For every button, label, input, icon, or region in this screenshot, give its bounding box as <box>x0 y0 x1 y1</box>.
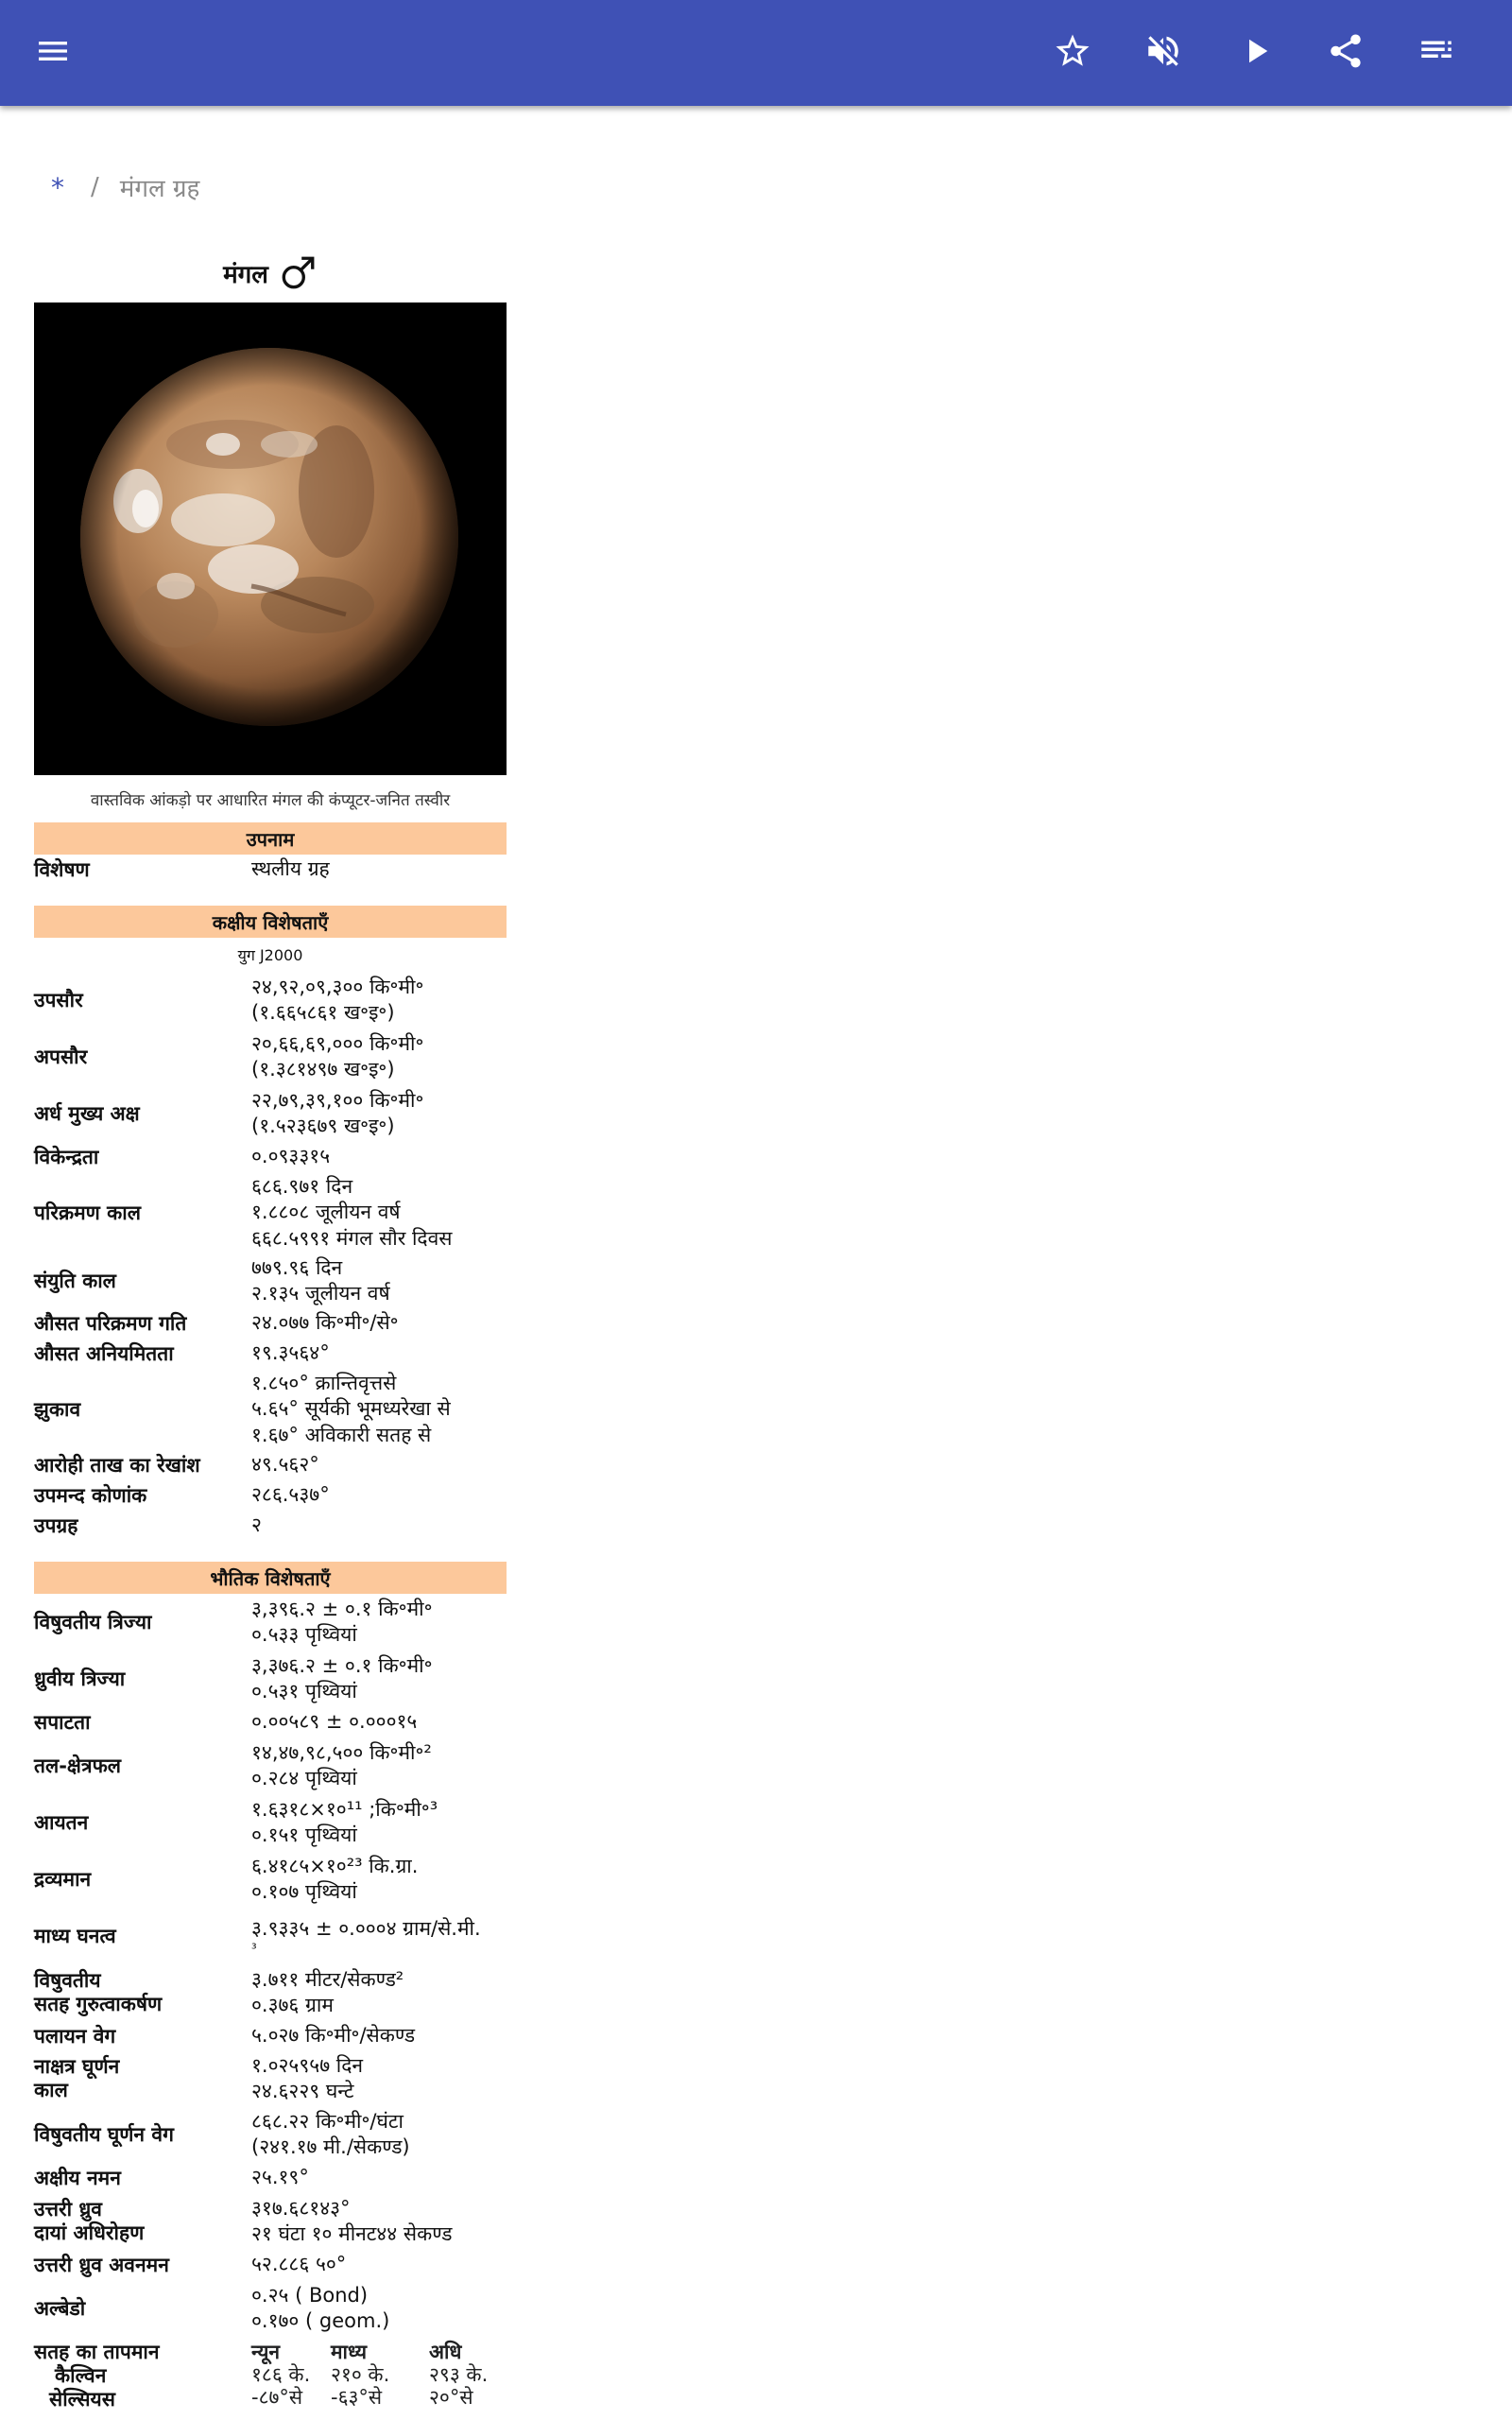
row-label: औसत अनियमितता <box>34 1341 174 1365</box>
breadcrumb-home-link[interactable]: * <box>51 171 64 203</box>
row-label: औसत परिक्रमण गति <box>34 1311 187 1335</box>
section-heading-physical: भौतिक विशेषताएँ <box>34 1562 507 1594</box>
row-value: ३१७.६८१४३° २१ घंटा १० मीनट४४ सेकण्ड <box>251 2196 453 2245</box>
play-icon <box>1236 31 1276 75</box>
row-value: १.८५०° क्रान्तिवृत्तसे ५.६५° सूर्यकी भूमध्यरेखा से १.६७° अविकारी सतह से <box>251 1371 451 1446</box>
row-label: अल्बेडो <box>34 2296 86 2320</box>
infobox-row <box>34 972 507 1028</box>
row-label: उत्तरी ध्रुव दायां अधिरोहण <box>34 2198 145 2244</box>
temperature-sublabel: सेल्सियस <box>49 2388 115 2411</box>
row-value: स्थलीय ग्रह <box>251 857 330 881</box>
row-value: २४.०७७ कि॰मी॰/से॰ <box>251 1311 399 1335</box>
row-label: विशेषण <box>34 857 90 881</box>
mars-planet-image[interactable] <box>34 302 507 775</box>
infobox-row <box>34 2163 507 2193</box>
section-heading-orbital: कक्षीय विशेषताएँ <box>34 906 507 938</box>
row-label: परिक्रमण काल <box>34 1201 141 1224</box>
infobox-row <box>34 2250 507 2280</box>
temperature-value: २१० के. <box>331 2363 390 2386</box>
row-value: २०,६६,६९,००० कि॰मी॰ (१.३८१४९७ ख॰इ॰) <box>251 1031 424 1080</box>
row-label: उपमन्द कोणांक <box>34 1483 147 1507</box>
section-gap <box>34 885 507 906</box>
row-label: अक्षीय नमन <box>34 2166 121 2189</box>
infobox-row <box>34 1851 507 1908</box>
star-outline-icon <box>1053 31 1092 75</box>
row-label: झुकाव <box>34 1397 81 1421</box>
row-value: ५२.८८६ ५०° <box>251 2253 347 2276</box>
breadcrumb <box>51 168 199 206</box>
row-value: १.६३१८×१०¹¹ ;कि॰मी॰³ ०.१५१ पृथ्वियां <box>251 1797 438 1846</box>
row-label: उत्तरी ध्रुव अवनमन <box>34 2253 169 2276</box>
infobox-row <box>34 1369 507 1450</box>
row-label: नाक्षत्र घूर्णन काल <box>34 2055 120 2101</box>
row-label: ध्रुवीय त्रिज्या <box>34 1667 126 1690</box>
row-value: ३.७११ मीटर/सेकण्ड² ०.३७६ ग्राम <box>251 1967 404 2016</box>
infobox-row <box>34 1308 507 1339</box>
infobox-row <box>34 2280 507 2337</box>
temperature-value: २९३ के. <box>429 2363 489 2386</box>
temperature-value: -८७°से <box>251 2386 303 2409</box>
row-value: ३.९३३५ ± ०.०००४ ग्राम/से.मी. ³ <box>251 1917 481 1957</box>
temperature-row <box>34 2337 507 2411</box>
infobox-row <box>34 1480 507 1511</box>
temperature-label: सतह का तापमान कैल्विन सेल्सियस <box>34 2341 251 2411</box>
row-label: विषुवतीय सतह गुरुत्वाकर्षण <box>34 1969 163 2015</box>
infobox-row <box>34 2193 507 2250</box>
temperature-value: -६३°से <box>331 2386 383 2409</box>
share-button[interactable] <box>1317 25 1374 81</box>
infobox-row <box>34 2051 507 2106</box>
infobox-row <box>34 1908 507 1964</box>
infobox-row <box>34 855 507 885</box>
menu-button[interactable] <box>25 25 81 81</box>
volume-off-icon <box>1143 31 1183 75</box>
row-value: ०.०९३३१५ <box>251 1145 331 1168</box>
row-label: विकेन्द्रता <box>34 1145 99 1168</box>
temperature-table <box>251 2341 507 2409</box>
row-value: २ <box>251 1513 262 1537</box>
row-label: उपसौर <box>34 988 83 1011</box>
infobox-row <box>34 1450 507 1480</box>
infobox-row <box>34 1594 507 1651</box>
infobox-row <box>34 1737 507 1794</box>
temperature-value: १८६ के. <box>251 2363 311 2386</box>
row-label: अर्ध मुख्य अक्ष <box>34 1101 140 1125</box>
infobox-row <box>34 1142 507 1172</box>
row-value: २५.१९° <box>251 2166 309 2189</box>
playlist-icon <box>1417 31 1456 75</box>
row-value: ५.०२७ कि॰मी॰/सेकण्ड <box>251 2024 416 2048</box>
row-label: तल-क्षेत्रफल <box>34 1754 122 1777</box>
row-value: ७७९.९६ दिन २.१३५ जूलीयन वर्ष <box>251 1255 390 1305</box>
row-label: आरोही ताख का रेखांश <box>34 1453 200 1477</box>
row-value: ४९.५६२° <box>251 1453 319 1477</box>
mars-symbol-icon <box>278 253 318 293</box>
row-value: १९.३५६४° <box>251 1341 330 1365</box>
row-value: २४,९२,०९,३०० कि॰मी॰ (१.६६५८६१ ख॰इ॰) <box>251 975 424 1024</box>
breadcrumb-separator: / <box>91 173 99 201</box>
infobox-row <box>34 1028 507 1085</box>
row-label: सपाटता <box>34 1710 91 1734</box>
infobox-row <box>34 2021 507 2051</box>
row-label: विषुवतीय घूर्णन वेग <box>34 2122 174 2146</box>
infobox-row <box>34 1707 507 1737</box>
infobox-row <box>34 1794 507 1851</box>
temperature-sublabel: कैल्विन <box>55 2364 107 2387</box>
row-value: ३,३९६.२ ± ०.१ कि॰मी॰ ०.५३३ पृथ्वियां <box>251 1597 433 1646</box>
bookmark-button[interactable] <box>1044 25 1101 81</box>
row-value: ३,३७६.२ ± ०.१ कि॰मी॰ ०.५३१ पृथ्वियां <box>251 1653 433 1703</box>
row-value: ६८६.९७१ दिन १.८८०८ जूलीयन वर्ष ६६८.५९९१ मंगल सौर दिवस <box>251 1174 453 1250</box>
temperature-column-header: माध्य <box>331 2341 368 2363</box>
infobox-row <box>34 1172 507 1253</box>
row-label: माध्य घनत्व <box>34 1924 116 1947</box>
row-value: १४,४७,९८,५०० कि॰मी॰² ०.२८४ पृथ्वियां <box>251 1740 432 1789</box>
temperature-column-header: न्यून <box>251 2341 281 2363</box>
row-label: द्रव्यमान <box>34 1867 92 1891</box>
planet-infobox <box>34 244 507 2411</box>
row-label: अपसौर <box>34 1045 88 1068</box>
infobox-row <box>34 1339 507 1369</box>
image-caption: वास्तविक आंकड़ो पर आधारित मंगल की कंप्यूटर-जनित तस्वीर <box>90 790 451 810</box>
row-label: पलायन वेग <box>34 2024 116 2048</box>
temperature-column <box>331 2341 429 2409</box>
section-heading-designation: उपनाम <box>34 822 507 855</box>
app-bar <box>0 0 1512 106</box>
row-label: विषुवतीय त्रिज्या <box>34 1610 152 1634</box>
infobox-row <box>34 2106 507 2163</box>
contents-button[interactable] <box>1408 25 1465 81</box>
infobox-row <box>34 1651 507 1707</box>
row-label: आयतन <box>34 1810 89 1834</box>
hamburger-menu-icon <box>34 32 72 74</box>
infobox-row <box>34 1253 507 1308</box>
share-icon <box>1326 31 1366 75</box>
row-label: उपग्रह <box>34 1513 78 1537</box>
row-value: ०.००५८९ ± ०.०००१५ <box>251 1710 418 1734</box>
row-value: ८६८.२२ कि॰मी॰/घंटा (२४१.१७ मी./सेकण्ड) <box>251 2109 410 2158</box>
infobox-title <box>34 244 507 302</box>
temperature-column <box>429 2341 507 2409</box>
infobox-row <box>34 1511 507 1541</box>
breadcrumb-current: मंगल ग्रह <box>119 175 200 203</box>
row-value: ०.२५ ( Bond) ०.१७० ( geom.) <box>251 2283 390 2332</box>
infobox-row <box>34 1085 507 1142</box>
infobox-title-text: मंगल <box>223 261 268 289</box>
infobox-row <box>34 1964 507 2021</box>
temperature-column-header: अधि <box>429 2341 462 2363</box>
row-value: ६.४१८५×१०²³ कि.ग्रा. ०.१०७ पृथ्वियां <box>251 1854 419 1903</box>
row-value: २८६.५३७° <box>251 1483 330 1507</box>
mute-button[interactable] <box>1135 25 1192 81</box>
temperature-value: २०°से <box>429 2386 473 2409</box>
temperature-column <box>251 2341 331 2409</box>
row-value: २२,७९,३९,१०० कि॰मी॰ (१.५२३६७९ ख॰इ॰) <box>251 1088 424 1137</box>
row-label: संयुति काल <box>34 1269 116 1292</box>
epoch-label: युग J2000 <box>237 946 303 964</box>
row-value: १.०२५९५७ दिन २४.६२२९ घन्टे <box>251 2053 364 2102</box>
play-button[interactable] <box>1228 25 1284 81</box>
section-gap <box>34 1541 507 1562</box>
